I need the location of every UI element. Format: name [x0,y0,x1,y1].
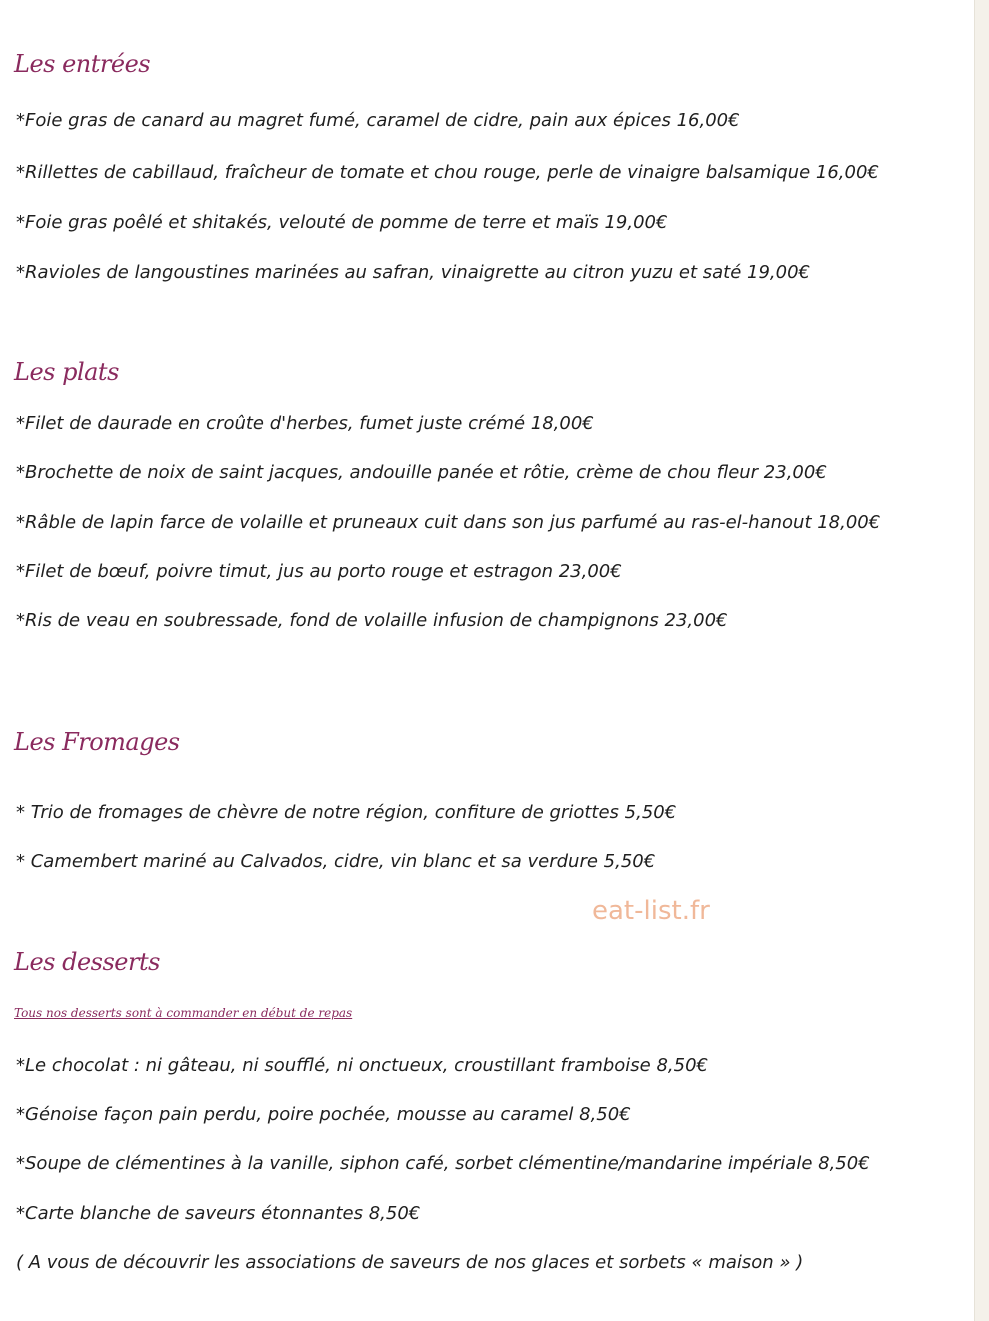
menu-item: *Filet de daurade en croûte d'herbes, fumet juste crémé 18,00€ [16,413,594,434]
menu-item: * Camembert mariné au Calvados, cidre, vin blanc et sa verdure 5,50€ [16,851,656,872]
desserts-note: Tous nos desserts sont à commander en début de repas [14,1006,353,1020]
menu-item: *Brochette de noix de saint jacques, andouille panée et rôtie, crème de chou fleur 23,00€ [16,462,827,483]
menu-item: *Génoise façon pain perdu, poire pochée, mousse au caramel 8,50€ [16,1104,631,1125]
section-title-entrees: Les entrées [14,50,151,78]
menu-item: *Foie gras de canard au magret fumé, caramel de cidre, pain aux épices 16,00€ [16,110,740,131]
menu-item: *Le chocolat : ni gâteau, ni soufflé, ni onctueux, croustillant framboise 8,50€ [16,1055,708,1076]
page-edge [974,0,989,1321]
menu-item: *Râble de lapin farce de volaille et pruneaux cuit dans son jus parfumé au ras-el-hanout 18,00€ [16,512,881,533]
menu-item: *Soupe de clémentines à la vanille, siphon café, sorbet clémentine/mandarine impériale 8,50€ [16,1153,870,1174]
menu-item: * Trio de fromages de chèvre de notre région, confiture de griottes 5,50€ [16,802,677,823]
menu-item: *Ris de veau en soubressade, fond de volaille infusion de champignons 23,00€ [16,610,728,631]
section-title-plats: Les plats [14,358,119,386]
menu-item: *Foie gras poêlé et shitakés, velouté de pomme de terre et maïs 19,00€ [16,212,668,233]
watermark: eat-list.fr [592,896,710,926]
menu-item: *Filet de bœuf, poivre timut, jus au porto rouge et estragon 23,00€ [16,561,622,582]
section-title-desserts: Les desserts [14,948,160,976]
menu-item: ( A vous de découvrir les associations de saveurs de nos glaces et sorbets « maison » ) [16,1252,804,1273]
menu-item: *Carte blanche de saveurs étonnantes 8,50€ [16,1203,421,1224]
menu-item: *Rillettes de cabillaud, fraîcheur de tomate et chou rouge, perle de vinaigre balsamique 16,00€ [16,162,879,183]
section-title-fromages: Les Fromages [14,728,180,756]
menu-item: *Ravioles de langoustines marinées au safran, vinaigrette au citron yuzu et saté 19,00€ [16,262,811,283]
